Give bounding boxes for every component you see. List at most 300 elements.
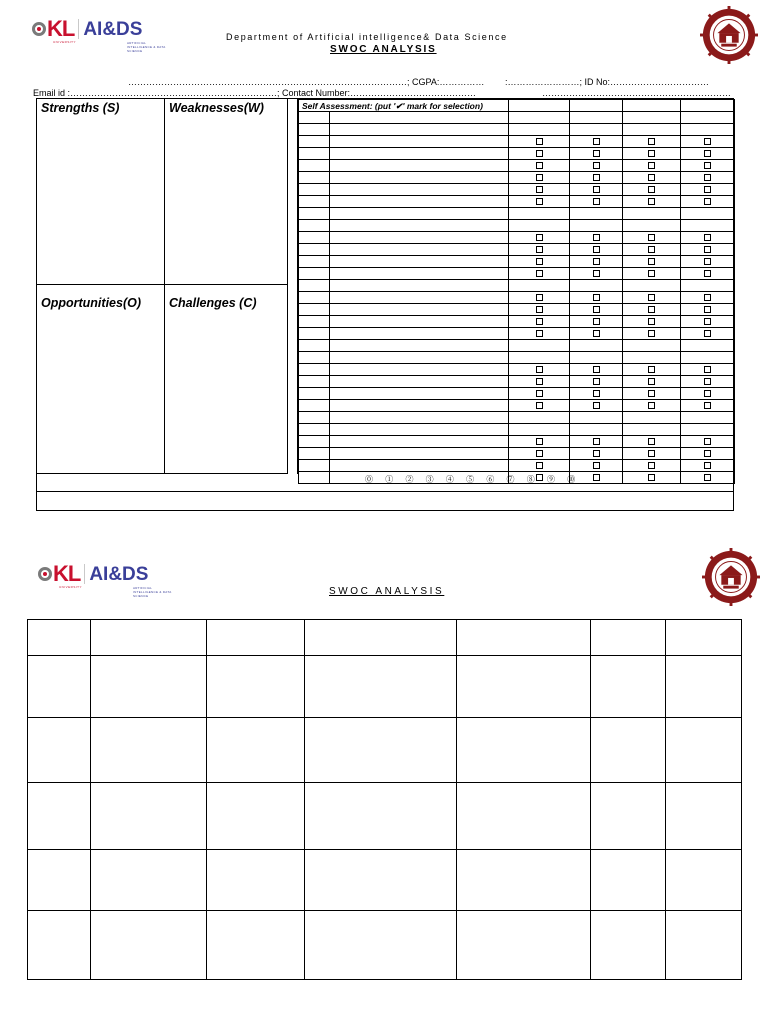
assessment-item-cell bbox=[330, 184, 509, 196]
checkbox-icon[interactable] bbox=[648, 438, 655, 445]
checkbox-icon[interactable] bbox=[648, 378, 655, 385]
rating-cell[interactable] bbox=[681, 436, 735, 448]
assessment-item-cell bbox=[299, 136, 330, 148]
assessment-item-cell bbox=[330, 208, 509, 220]
rating-cell bbox=[681, 412, 735, 424]
thin-gap-column bbox=[287, 98, 298, 474]
rating-column-header bbox=[623, 100, 681, 112]
rating-cell[interactable] bbox=[681, 172, 735, 184]
table-cell[interactable] bbox=[305, 656, 457, 718]
checkbox-icon[interactable] bbox=[648, 390, 655, 397]
table-cell[interactable] bbox=[28, 620, 91, 656]
checkbox-icon[interactable] bbox=[648, 318, 655, 325]
table-cell[interactable] bbox=[91, 783, 207, 850]
checkbox-icon[interactable] bbox=[593, 258, 600, 265]
assessment-row bbox=[299, 400, 735, 412]
rating-cell[interactable] bbox=[681, 136, 735, 148]
rating-cell[interactable] bbox=[623, 304, 681, 316]
checkbox-icon[interactable] bbox=[536, 138, 543, 145]
table-cell[interactable] bbox=[28, 656, 91, 718]
year-id-line[interactable]: :……………………; ID No:…………………………… bbox=[505, 77, 710, 87]
checkbox-icon[interactable] bbox=[593, 390, 600, 397]
rating-cell[interactable] bbox=[623, 472, 681, 484]
assessment-row bbox=[299, 184, 735, 196]
assessment-row bbox=[299, 100, 735, 112]
bottom-divider bbox=[36, 491, 734, 492]
rating-cell[interactable] bbox=[570, 148, 623, 160]
table-cell[interactable] bbox=[457, 620, 591, 656]
assessment-item-cell bbox=[330, 292, 509, 304]
rating-cell bbox=[623, 112, 681, 124]
assessment-item-cell bbox=[299, 256, 330, 268]
checkbox-icon[interactable] bbox=[593, 438, 600, 445]
rating-cell[interactable] bbox=[681, 316, 735, 328]
checkbox-icon[interactable] bbox=[536, 462, 543, 469]
checkbox-icon[interactable] bbox=[648, 174, 655, 181]
challenges-heading: Challenges (C) bbox=[169, 296, 257, 310]
kl-logo-subtext: UNIVERSITY bbox=[59, 585, 83, 589]
university-seal-icon bbox=[700, 6, 758, 64]
assessment-item-cell bbox=[299, 196, 330, 208]
checkbox-icon[interactable] bbox=[648, 150, 655, 157]
rating-cell[interactable] bbox=[681, 244, 735, 256]
weaknesses-box[interactable] bbox=[164, 98, 288, 285]
checkbox-icon[interactable] bbox=[593, 462, 600, 469]
checkbox-icon[interactable] bbox=[593, 450, 600, 457]
checkbox-icon[interactable] bbox=[648, 138, 655, 145]
checkbox-icon[interactable] bbox=[593, 138, 600, 145]
challenges-box[interactable] bbox=[164, 284, 288, 474]
checkbox-icon[interactable] bbox=[536, 450, 543, 457]
table-cell[interactable] bbox=[305, 718, 457, 783]
rating-cell[interactable] bbox=[570, 460, 623, 472]
rating-cell[interactable] bbox=[623, 172, 681, 184]
rating-cell[interactable] bbox=[509, 364, 570, 376]
assessment-item-cell bbox=[299, 340, 330, 352]
rating-cell[interactable] bbox=[623, 136, 681, 148]
rating-cell[interactable] bbox=[681, 400, 735, 412]
checkbox-icon[interactable] bbox=[593, 330, 600, 337]
table-row bbox=[28, 718, 742, 783]
table-cell[interactable] bbox=[207, 783, 305, 850]
rating-cell[interactable] bbox=[509, 232, 570, 244]
table-row bbox=[28, 850, 742, 911]
rating-cell[interactable] bbox=[681, 148, 735, 160]
assessment-item-cell bbox=[299, 436, 330, 448]
checkbox-icon[interactable] bbox=[648, 294, 655, 301]
rating-cell bbox=[623, 280, 681, 292]
table-cell[interactable] bbox=[305, 783, 457, 850]
table-cell[interactable] bbox=[207, 620, 305, 656]
rating-cell[interactable] bbox=[623, 160, 681, 172]
checkbox-icon[interactable] bbox=[536, 162, 543, 169]
aids-logo-text: AI&DS bbox=[83, 18, 143, 40]
rating-cell bbox=[623, 220, 681, 232]
table-cell[interactable] bbox=[591, 656, 666, 718]
assessment-item-cell bbox=[330, 400, 509, 412]
rating-cell[interactable] bbox=[509, 388, 570, 400]
rating-cell[interactable] bbox=[570, 196, 623, 208]
checkbox-icon[interactable] bbox=[648, 306, 655, 313]
rating-cell[interactable] bbox=[509, 448, 570, 460]
rating-cell[interactable] bbox=[681, 328, 735, 340]
checkbox-icon[interactable] bbox=[648, 234, 655, 241]
assessment-item-cell bbox=[299, 328, 330, 340]
checkbox-icon[interactable] bbox=[536, 378, 543, 385]
rating-cell[interactable] bbox=[623, 184, 681, 196]
checkbox-icon[interactable] bbox=[704, 186, 711, 193]
assessment-item-cell bbox=[299, 448, 330, 460]
table-cell[interactable] bbox=[91, 850, 207, 911]
rating-cell bbox=[509, 220, 570, 232]
table-cell[interactable] bbox=[305, 620, 457, 656]
assessment-item-cell bbox=[299, 316, 330, 328]
checkbox-icon[interactable] bbox=[593, 246, 600, 253]
rating-cell[interactable] bbox=[509, 376, 570, 388]
checkbox-icon[interactable] bbox=[704, 378, 711, 385]
checkbox-icon[interactable] bbox=[648, 246, 655, 253]
assessment-item-cell bbox=[330, 268, 509, 280]
assessment-item-cell bbox=[330, 124, 509, 136]
checkbox-icon[interactable] bbox=[593, 294, 600, 301]
checkbox-icon[interactable] bbox=[704, 306, 711, 313]
rating-cell bbox=[570, 112, 623, 124]
rating-cell bbox=[623, 352, 681, 364]
table-cell[interactable] bbox=[207, 850, 305, 911]
checkbox-icon[interactable] bbox=[704, 198, 711, 205]
rating-cell bbox=[681, 208, 735, 220]
rating-cell[interactable] bbox=[509, 268, 570, 280]
assessment-item-cell bbox=[299, 400, 330, 412]
kl-logo-text: KL bbox=[53, 561, 81, 586]
rating-cell[interactable] bbox=[681, 460, 735, 472]
rating-cell[interactable] bbox=[623, 388, 681, 400]
rating-cell[interactable] bbox=[570, 376, 623, 388]
rating-cell[interactable] bbox=[509, 292, 570, 304]
university-seal-icon-page2 bbox=[702, 548, 760, 606]
rating-cell[interactable] bbox=[623, 196, 681, 208]
assessment-row bbox=[299, 232, 735, 244]
checkbox-icon[interactable] bbox=[648, 198, 655, 205]
checkbox-icon[interactable] bbox=[704, 270, 711, 277]
checkbox-icon[interactable] bbox=[593, 234, 600, 241]
checkbox-icon[interactable] bbox=[704, 258, 711, 265]
assessment-item-cell bbox=[299, 352, 330, 364]
assessment-row bbox=[299, 196, 735, 208]
table-cell[interactable] bbox=[666, 911, 742, 980]
rating-cell[interactable] bbox=[681, 292, 735, 304]
assessment-row bbox=[299, 364, 735, 376]
checkbox-icon[interactable] bbox=[648, 258, 655, 265]
checkbox-icon[interactable] bbox=[593, 318, 600, 325]
aids-logo-subtext: ARTIFICIAL INTELLIGENCE & DATA SCIENCE bbox=[127, 41, 166, 53]
checkbox-icon[interactable] bbox=[536, 258, 543, 265]
assessment-item-cell bbox=[299, 292, 330, 304]
assessment-row bbox=[299, 340, 735, 352]
checkbox-icon[interactable] bbox=[704, 390, 711, 397]
checkbox-icon[interactable] bbox=[704, 402, 711, 409]
rating-cell[interactable] bbox=[681, 268, 735, 280]
rating-cell[interactable] bbox=[681, 376, 735, 388]
rating-cell[interactable] bbox=[509, 400, 570, 412]
table-cell[interactable] bbox=[28, 911, 91, 980]
rating-cell[interactable] bbox=[681, 196, 735, 208]
checkbox-icon[interactable] bbox=[593, 366, 600, 373]
checkbox-icon[interactable] bbox=[704, 246, 711, 253]
assessment-item-cell bbox=[330, 424, 509, 436]
rating-cell[interactable] bbox=[509, 244, 570, 256]
rating-cell bbox=[623, 340, 681, 352]
checkbox-icon[interactable] bbox=[536, 294, 543, 301]
assessment-item-cell bbox=[330, 304, 509, 316]
checkbox-icon[interactable] bbox=[593, 150, 600, 157]
table-cell[interactable] bbox=[457, 718, 591, 783]
checkbox-icon[interactable] bbox=[593, 306, 600, 313]
checkbox-icon[interactable] bbox=[593, 186, 600, 193]
rating-cell[interactable] bbox=[681, 304, 735, 316]
checkbox-icon[interactable] bbox=[593, 402, 600, 409]
checkbox-icon[interactable] bbox=[536, 390, 543, 397]
rating-column-header bbox=[681, 100, 735, 112]
table-cell[interactable] bbox=[591, 850, 666, 911]
table-cell[interactable] bbox=[28, 718, 91, 783]
rating-cell[interactable] bbox=[623, 268, 681, 280]
assessment-item-cell bbox=[299, 304, 330, 316]
rating-cell[interactable] bbox=[509, 328, 570, 340]
rating-cell[interactable] bbox=[623, 364, 681, 376]
rating-cell[interactable] bbox=[509, 160, 570, 172]
rating-cell[interactable] bbox=[623, 376, 681, 388]
checkbox-icon[interactable] bbox=[704, 150, 711, 157]
rating-cell[interactable] bbox=[570, 292, 623, 304]
checkbox-icon[interactable] bbox=[536, 318, 543, 325]
checkbox-icon[interactable] bbox=[648, 186, 655, 193]
rating-cell[interactable] bbox=[509, 196, 570, 208]
assessment-item-cell bbox=[299, 220, 330, 232]
checkbox-icon[interactable] bbox=[704, 474, 711, 481]
assessment-item-cell bbox=[299, 424, 330, 436]
rating-cell[interactable] bbox=[509, 304, 570, 316]
rating-cell[interactable] bbox=[509, 136, 570, 148]
rating-cell[interactable] bbox=[623, 148, 681, 160]
rating-cell[interactable] bbox=[681, 448, 735, 460]
checkbox-icon[interactable] bbox=[704, 330, 711, 337]
rating-cell bbox=[681, 340, 735, 352]
table-row bbox=[28, 911, 742, 980]
rating-cell[interactable] bbox=[623, 328, 681, 340]
checkbox-icon[interactable] bbox=[536, 402, 543, 409]
rating-cell[interactable] bbox=[570, 400, 623, 412]
table-cell[interactable] bbox=[91, 718, 207, 783]
kl-logo-text: KL bbox=[47, 16, 75, 41]
checkbox-icon[interactable] bbox=[704, 162, 711, 169]
checkbox-icon[interactable] bbox=[536, 330, 543, 337]
checkbox-icon[interactable] bbox=[536, 438, 543, 445]
rating-cell[interactable] bbox=[570, 136, 623, 148]
checkbox-icon[interactable] bbox=[648, 474, 655, 481]
checkbox-icon[interactable] bbox=[648, 402, 655, 409]
department-name: Department of Artificial intelligence& Data Science bbox=[226, 32, 508, 42]
checkbox-icon[interactable] bbox=[536, 198, 543, 205]
rating-cell[interactable] bbox=[681, 232, 735, 244]
checkbox-icon[interactable] bbox=[536, 150, 543, 157]
checkbox-icon[interactable] bbox=[704, 438, 711, 445]
name-cgpa-line[interactable]: …………………………………………………………………………………; CGPA:…………… bbox=[128, 77, 485, 87]
checkbox-icon[interactable] bbox=[648, 462, 655, 469]
rating-cell[interactable] bbox=[570, 364, 623, 376]
rating-cell[interactable] bbox=[509, 460, 570, 472]
checkbox-icon[interactable] bbox=[648, 270, 655, 277]
assessment-item-cell bbox=[330, 196, 509, 208]
rating-cell[interactable] bbox=[570, 232, 623, 244]
rating-cell[interactable] bbox=[681, 364, 735, 376]
checkbox-icon[interactable] bbox=[536, 234, 543, 241]
rating-cell[interactable] bbox=[509, 436, 570, 448]
assessment-item-cell bbox=[299, 376, 330, 388]
rating-cell[interactable] bbox=[681, 388, 735, 400]
checkbox-icon[interactable] bbox=[704, 234, 711, 241]
rating-column-header bbox=[570, 100, 623, 112]
checkbox-icon[interactable] bbox=[593, 198, 600, 205]
checkbox-icon[interactable] bbox=[593, 162, 600, 169]
checkbox-icon[interactable] bbox=[593, 474, 600, 481]
table-cell[interactable] bbox=[666, 850, 742, 911]
rating-cell bbox=[570, 208, 623, 220]
extra-field-line[interactable]: ……………………………………………………… bbox=[542, 88, 731, 98]
checkbox-icon[interactable] bbox=[704, 138, 711, 145]
checkbox-icon[interactable] bbox=[536, 186, 543, 193]
rating-cell bbox=[623, 412, 681, 424]
rating-cell[interactable] bbox=[623, 460, 681, 472]
rating-cell[interactable] bbox=[570, 268, 623, 280]
email-contact-line[interactable]: Email id :……………………………………………………………; Contact Number:…………………………………… bbox=[33, 88, 477, 98]
assessment-item-cell bbox=[330, 112, 509, 124]
table-cell[interactable] bbox=[457, 850, 591, 911]
table-cell[interactable] bbox=[457, 783, 591, 850]
checkbox-icon[interactable] bbox=[648, 366, 655, 373]
rating-cell[interactable] bbox=[570, 304, 623, 316]
table-cell[interactable] bbox=[91, 656, 207, 718]
assessment-item-cell bbox=[330, 280, 509, 292]
rating-cell[interactable] bbox=[570, 448, 623, 460]
rating-cell[interactable] bbox=[509, 184, 570, 196]
rating-cell[interactable] bbox=[623, 292, 681, 304]
table-cell[interactable] bbox=[207, 718, 305, 783]
checkbox-icon[interactable] bbox=[648, 330, 655, 337]
checkbox-icon[interactable] bbox=[536, 246, 543, 253]
table-cell[interactable] bbox=[591, 718, 666, 783]
rating-cell[interactable] bbox=[623, 256, 681, 268]
opportunities-box[interactable] bbox=[36, 284, 165, 474]
rating-cell[interactable] bbox=[509, 148, 570, 160]
rating-cell bbox=[570, 424, 623, 436]
assessment-item-cell bbox=[330, 244, 509, 256]
rating-cell[interactable] bbox=[570, 160, 623, 172]
assessment-row bbox=[299, 256, 735, 268]
table-cell[interactable] bbox=[591, 620, 666, 656]
rating-cell[interactable] bbox=[681, 256, 735, 268]
checkbox-icon[interactable] bbox=[704, 294, 711, 301]
assessment-item-cell bbox=[330, 376, 509, 388]
rating-cell bbox=[509, 412, 570, 424]
rating-cell[interactable] bbox=[623, 436, 681, 448]
checkbox-icon[interactable] bbox=[704, 174, 711, 181]
checkbox-icon[interactable] bbox=[536, 270, 543, 277]
checkbox-icon[interactable] bbox=[704, 366, 711, 373]
rating-cell[interactable] bbox=[570, 184, 623, 196]
rating-cell[interactable] bbox=[570, 328, 623, 340]
rating-cell[interactable] bbox=[623, 448, 681, 460]
rating-cell[interactable] bbox=[570, 316, 623, 328]
checkbox-icon[interactable] bbox=[536, 174, 543, 181]
rating-cell[interactable] bbox=[570, 244, 623, 256]
checkbox-icon[interactable] bbox=[648, 162, 655, 169]
rating-cell[interactable] bbox=[623, 316, 681, 328]
rating-cell[interactable] bbox=[570, 388, 623, 400]
table-cell[interactable] bbox=[666, 718, 742, 783]
checkbox-icon[interactable] bbox=[536, 306, 543, 313]
table-cell[interactable] bbox=[91, 911, 207, 980]
checkbox-icon[interactable] bbox=[648, 450, 655, 457]
assessment-item-cell bbox=[330, 256, 509, 268]
rating-cell[interactable] bbox=[681, 160, 735, 172]
table-cell[interactable] bbox=[305, 850, 457, 911]
table-cell[interactable] bbox=[457, 911, 591, 980]
table-cell[interactable] bbox=[457, 656, 591, 718]
assessment-row bbox=[299, 208, 735, 220]
rating-cell[interactable] bbox=[570, 256, 623, 268]
rating-cell[interactable] bbox=[509, 256, 570, 268]
rating-cell bbox=[681, 124, 735, 136]
assessment-item-cell bbox=[330, 232, 509, 244]
table-cell[interactable] bbox=[591, 783, 666, 850]
checkbox-icon[interactable] bbox=[704, 462, 711, 469]
assessment-row bbox=[299, 388, 735, 400]
strengths-box[interactable] bbox=[36, 98, 165, 285]
table-cell[interactable] bbox=[91, 620, 207, 656]
rating-cell[interactable] bbox=[570, 172, 623, 184]
table-cell[interactable] bbox=[207, 656, 305, 718]
rating-cell[interactable] bbox=[623, 244, 681, 256]
table-cell[interactable] bbox=[591, 911, 666, 980]
assessment-row bbox=[299, 268, 735, 280]
table-cell[interactable] bbox=[305, 911, 457, 980]
checkbox-icon[interactable] bbox=[593, 378, 600, 385]
rating-cell[interactable] bbox=[681, 184, 735, 196]
table-cell[interactable] bbox=[666, 620, 742, 656]
table-cell[interactable] bbox=[207, 911, 305, 980]
rating-cell[interactable] bbox=[509, 172, 570, 184]
assessment-item-cell bbox=[299, 172, 330, 184]
kl-aids-logo bbox=[32, 14, 172, 53]
rating-cell[interactable] bbox=[623, 232, 681, 244]
table-cell[interactable] bbox=[28, 850, 91, 911]
checkbox-icon[interactable] bbox=[704, 318, 711, 325]
table-cell[interactable] bbox=[666, 656, 742, 718]
checkbox-icon[interactable] bbox=[593, 174, 600, 181]
assessment-item-cell bbox=[299, 280, 330, 292]
rating-cell[interactable] bbox=[681, 472, 735, 484]
rating-cell bbox=[509, 280, 570, 292]
rating-cell[interactable] bbox=[570, 436, 623, 448]
checkbox-icon[interactable] bbox=[536, 366, 543, 373]
rating-cell[interactable] bbox=[623, 400, 681, 412]
checkbox-icon[interactable] bbox=[704, 450, 711, 457]
rating-cell[interactable] bbox=[509, 316, 570, 328]
table-cell[interactable] bbox=[28, 783, 91, 850]
table-cell[interactable] bbox=[666, 783, 742, 850]
checkbox-icon[interactable] bbox=[593, 270, 600, 277]
